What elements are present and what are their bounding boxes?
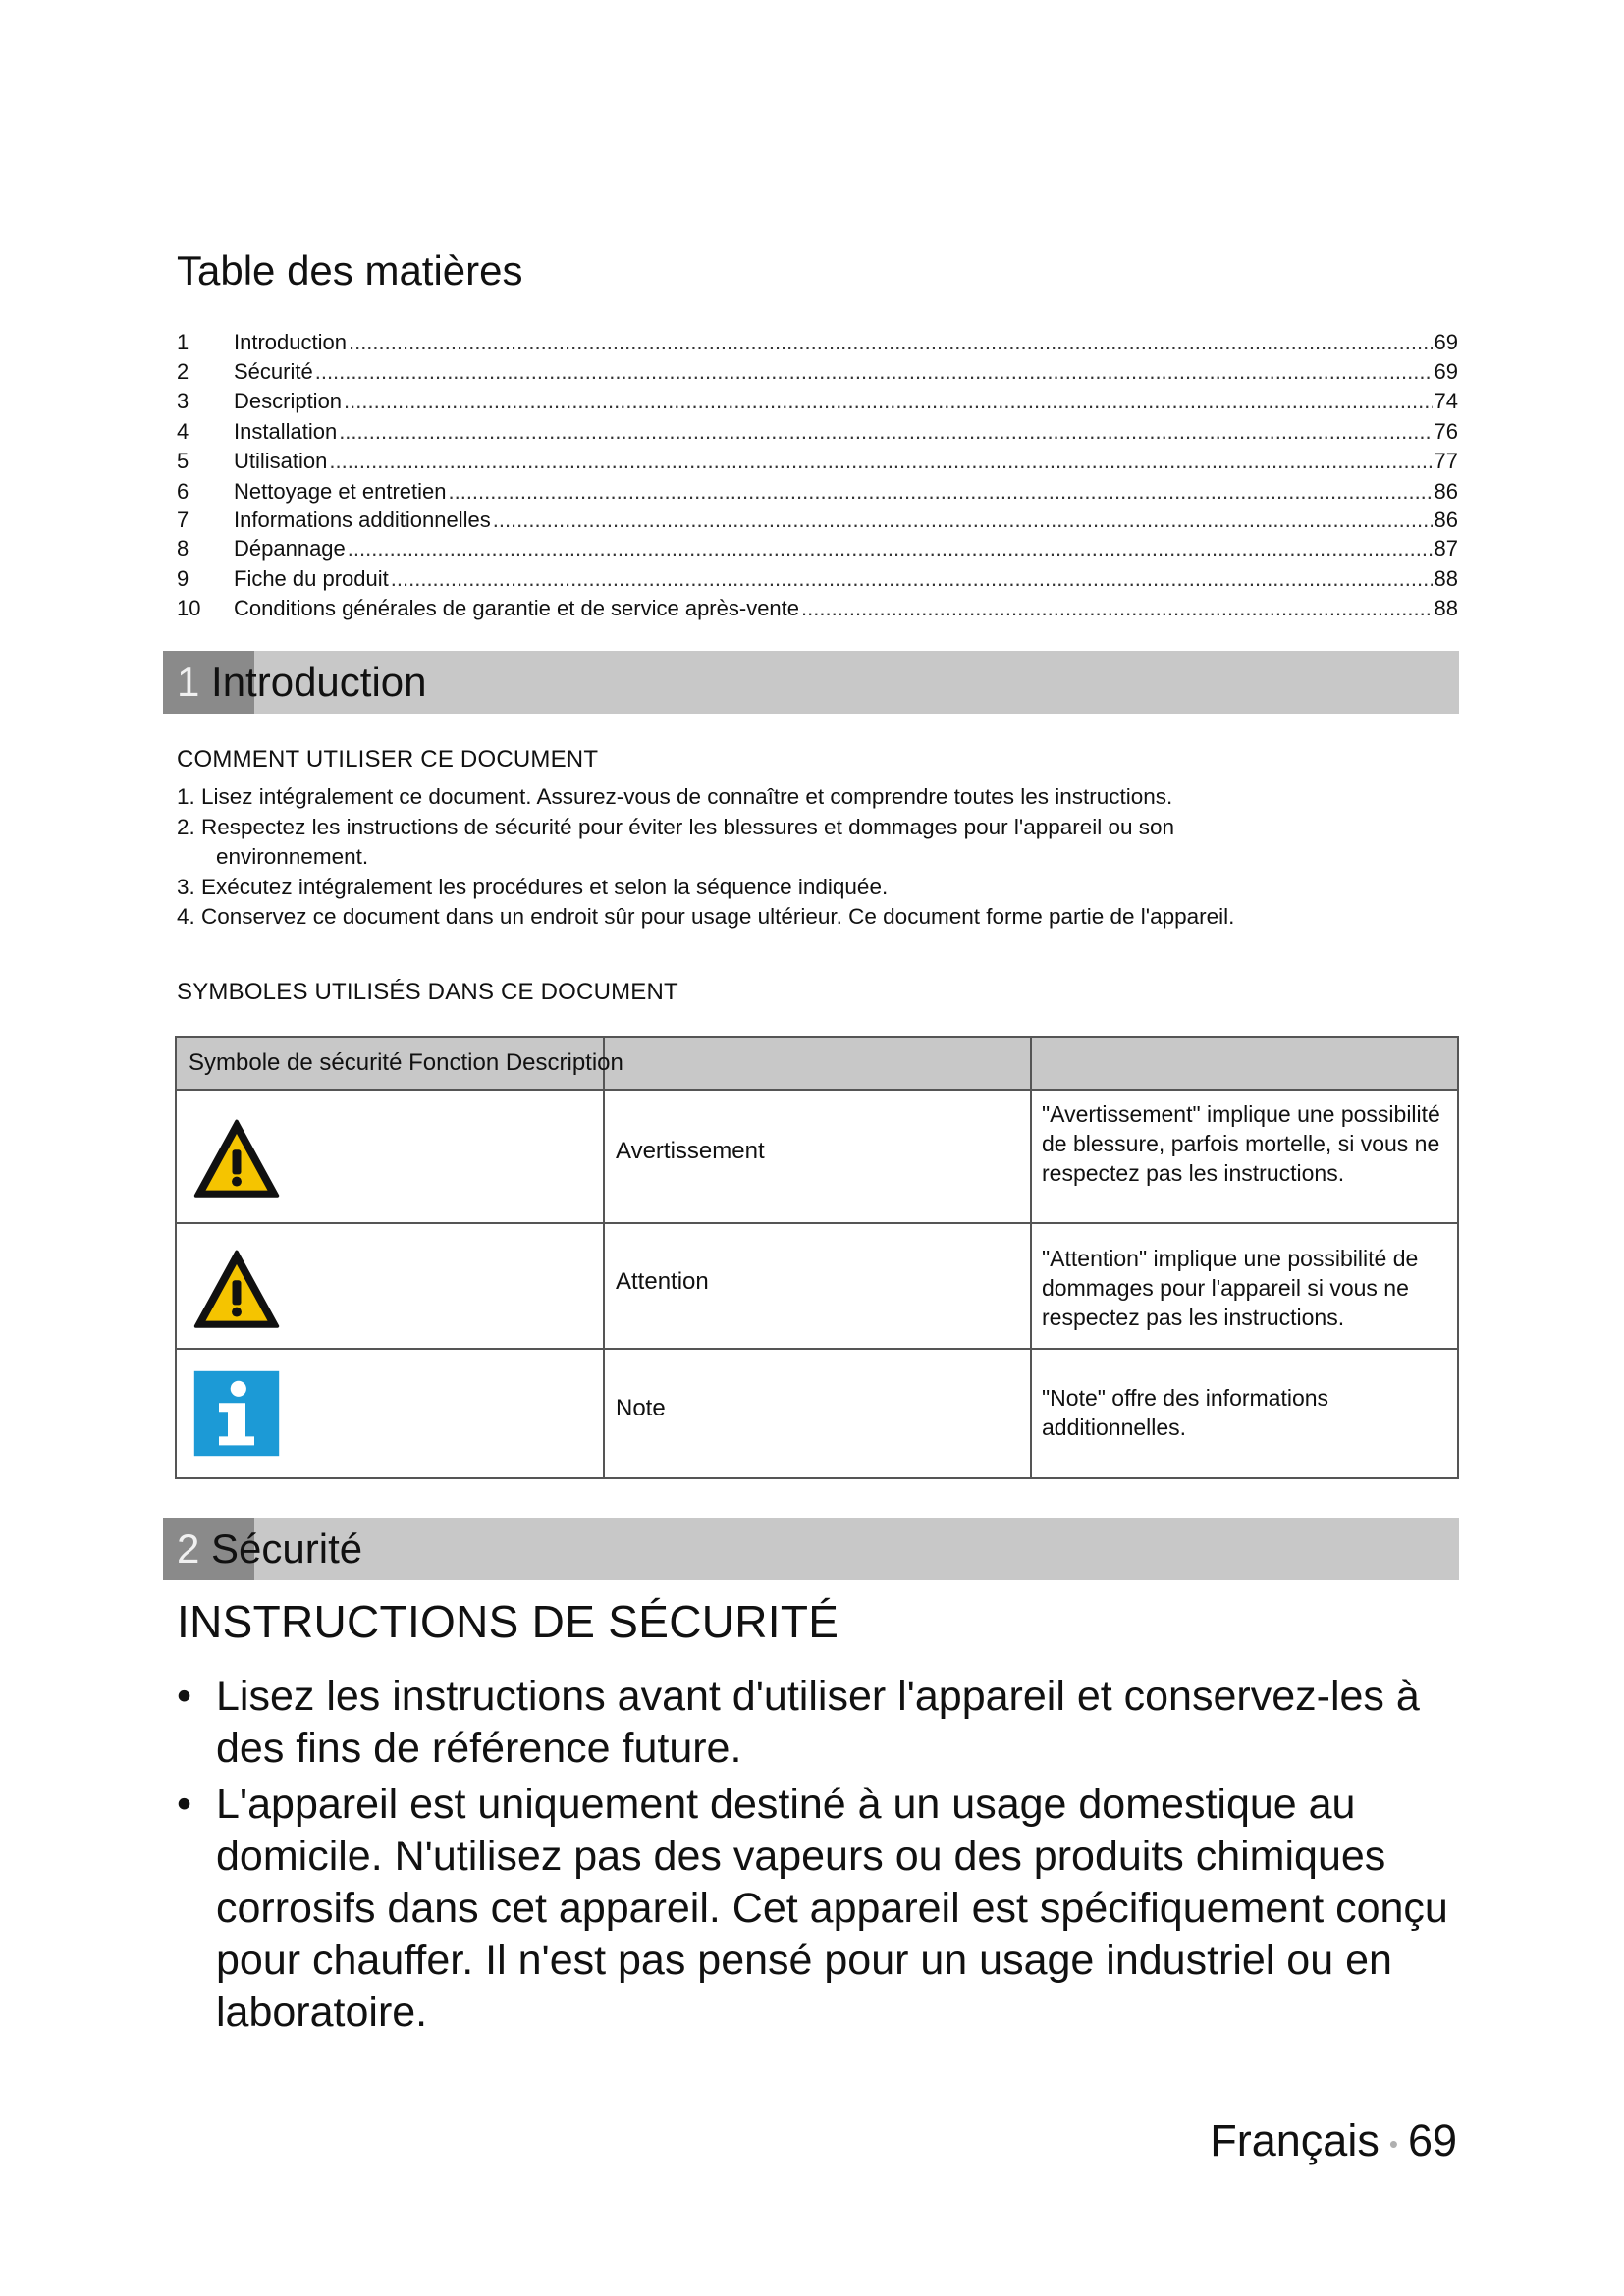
info-icon: [192, 1369, 281, 1458]
toc-leader-dots: [349, 328, 1433, 357]
toc-entry-label: Fiche du produit: [234, 566, 389, 591]
bullet-text: L'appareil est uniquement destiné à un usage domestique au domicile. N'utilisez pas des vapeurs ou des produits chimiques corrosifs dans cet appareil. Cet appareil est spécifiquement conçu pour chauffer. Il n'est pas pensé pour un usage industriel ou en laboratoire.: [216, 1781, 1448, 2036]
toc-entry[interactable]: [177, 447, 1458, 476]
symbol-description: "Attention" implique une possibilité de dommages pour l'appareil si vous ne respectez pas les instructions.: [1042, 1246, 1419, 1330]
symbol-description: "Avertissement" implique une possibilité de blessure, parfois mortelle, si vous ne respectez pas les instructions.: [1042, 1101, 1440, 1186]
toc-entry-page: 87: [1434, 536, 1458, 561]
toc-entry-number: 8: [177, 536, 189, 561]
section-heading: [177, 1525, 362, 1573]
toc-entry-label: Description: [234, 389, 343, 413]
toc-entry-label: Dépannage: [234, 536, 346, 561]
bullet-marker: •: [177, 1781, 192, 1828]
section-title: Introduction: [211, 659, 427, 705]
section-number: 1: [177, 659, 200, 705]
section-number: 2: [177, 1525, 200, 1572]
page-number: 69: [1407, 2115, 1457, 2165]
toc-entry-label: Introduction: [234, 330, 347, 354]
toc-entry-number: 5: [177, 449, 189, 473]
toc-entry-number: 3: [177, 389, 189, 413]
list-item: 1. Lisez intégralement ce document. Assurez-vous de connaître et comprendre toutes les instructions.: [177, 784, 1173, 809]
toc-entry[interactable]: [177, 417, 1458, 447]
section-heading: [177, 659, 427, 706]
toc-entry-number: 10: [177, 596, 201, 620]
table-header: Symbole de sécurité Fonction Description: [189, 1049, 623, 1076]
footer-separator: •: [1388, 2128, 1398, 2159]
toc-entry[interactable]: [177, 357, 1458, 387]
toc-leader-dots: [329, 447, 1432, 476]
column-divider: [603, 1038, 605, 1477]
toc-entry[interactable]: [177, 387, 1458, 416]
toc-entry-number: 7: [177, 507, 189, 532]
row-divider: [177, 1348, 1457, 1350]
toc-entry-number: 2: [177, 359, 189, 384]
toc-entry[interactable]: [177, 477, 1458, 507]
section-title: Sécurité: [211, 1525, 363, 1572]
bullet-marker: •: [177, 1673, 192, 1720]
toc-entry[interactable]: [177, 594, 1458, 623]
toc-entry-page: 86: [1434, 479, 1458, 504]
toc-entry-label: Installation: [234, 419, 338, 444]
symbol-function: Avertissement: [616, 1138, 765, 1164]
instructions-list: [177, 782, 1453, 933]
toc-entry-label: Conditions générales de garantie et de service après-vente: [234, 596, 800, 620]
toc-entry-page: 69: [1434, 359, 1458, 384]
toc-entry-page: 88: [1434, 596, 1458, 620]
toc-entry[interactable]: [177, 506, 1458, 535]
toc-entry-page: 74: [1434, 389, 1458, 413]
list-item: 4. Conservez ce document dans un endroit sûr pour usage ultérieur. Ce document forme partie de l'appareil.: [177, 904, 1235, 929]
list-item: [177, 1671, 1463, 1775]
toc-entry-label: Sécurité: [234, 359, 313, 384]
symbol-description: "Note" offre des informations additionnelles.: [1042, 1385, 1329, 1440]
list-item: 3. Exécutez intégralement les procédures et selon la séquence indiquée.: [177, 874, 889, 899]
toc-entry-label: Utilisation: [234, 449, 328, 473]
safety-instructions-heading: INSTRUCTIONS DE SÉCURITÉ: [177, 1596, 839, 1647]
symbol-function: Note: [616, 1395, 666, 1421]
toc-entry-page: 86: [1434, 507, 1458, 532]
caution-icon: [192, 1247, 281, 1335]
section-header-introduction: [163, 651, 1459, 714]
toc-entry-number: 4: [177, 419, 189, 444]
footer-language: Français: [1210, 2115, 1380, 2165]
toc-entry[interactable]: [177, 564, 1458, 594]
toc-leader-dots: [339, 417, 1432, 447]
symbols-table: [175, 1036, 1459, 1479]
toc-entry-number: 6: [177, 479, 189, 504]
warning-icon: [192, 1116, 281, 1204]
toc-title: Table des matières: [177, 247, 523, 294]
toc-leader-dots: [493, 506, 1433, 535]
toc-entry[interactable]: [177, 328, 1458, 357]
toc-leader-dots: [348, 534, 1433, 563]
row-divider: [177, 1222, 1457, 1224]
toc-leader-dots: [344, 387, 1432, 416]
toc-leader-dots: [391, 564, 1433, 594]
list-item-continuation: environnement.: [216, 844, 369, 869]
toc-entry-label: Informations additionnelles: [234, 507, 491, 532]
toc-entry-label: Nettoyage et entretien: [234, 479, 447, 504]
toc-entry-page: 76: [1434, 419, 1458, 444]
how-to-heading: COMMENT UTILISER CE DOCUMENT: [177, 746, 599, 773]
toc-entry-number: 9: [177, 566, 189, 591]
page-footer: [1210, 2115, 1457, 2166]
column-divider: [1030, 1038, 1032, 1477]
safety-bullet-list: [177, 1671, 1463, 2043]
toc-entry-page: 88: [1434, 566, 1458, 591]
list-item: [177, 1779, 1463, 2039]
list-item: 2. Respectez les instructions de sécurité pour éviter les blessures et dommages pour l'appareil ou son: [177, 814, 1175, 839]
toc-leader-dots: [315, 357, 1433, 387]
symbols-heading: SYMBOLES UTILISÉS DANS CE DOCUMENT: [177, 979, 678, 1005]
section-header-securite: [163, 1518, 1459, 1580]
toc-entry-page: 69: [1434, 330, 1458, 354]
toc-entry[interactable]: [177, 534, 1458, 563]
toc-leader-dots: [448, 477, 1432, 507]
toc-entry-page: 77: [1434, 449, 1458, 473]
bullet-text: Lisez les instructions avant d'utiliser l'appareil et conservez-les à des fins de référence future.: [216, 1673, 1420, 1772]
toc-leader-dots: [801, 594, 1432, 623]
toc-entry-number: 1: [177, 330, 189, 354]
symbol-function: Attention: [616, 1268, 709, 1295]
